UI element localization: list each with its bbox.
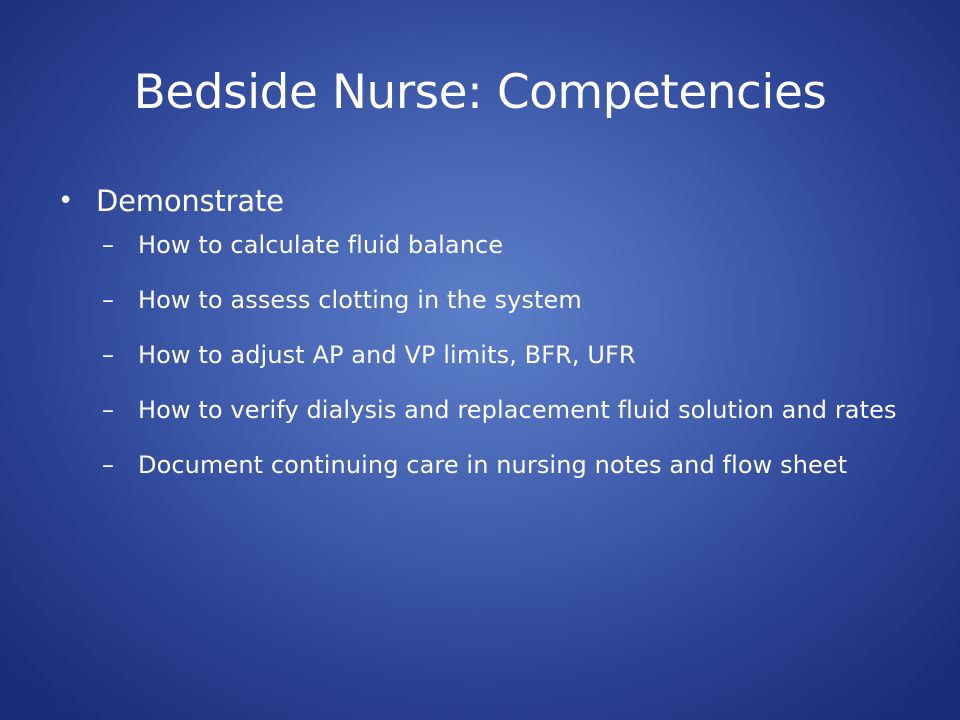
dash-icon: –	[102, 396, 115, 424]
dash-icon: –	[102, 341, 115, 369]
sub-bullet-item	[58, 340, 898, 370]
slide-body	[58, 176, 898, 505]
sub-bullet-item	[58, 450, 898, 480]
bullet-text: Demonstrate	[96, 184, 284, 218]
sub-bullet-text: Document continuing care in nursing notes and flow sheet	[138, 451, 848, 479]
bullet-demonstrate	[58, 176, 898, 226]
dash-icon: –	[102, 451, 115, 479]
dash-icon: –	[102, 231, 115, 259]
bullet-dot-icon: •	[58, 186, 74, 216]
dash-icon: –	[102, 286, 115, 314]
sub-bullet-text: How to adjust AP and VP limits, BFR, UFR	[138, 341, 636, 369]
sub-bullet-item	[58, 230, 898, 260]
slide-title: Bedside Nurse: Competencies	[133, 65, 827, 120]
sub-bullet-item	[58, 285, 898, 315]
sub-bullet-text: How to calculate fluid balance	[138, 231, 504, 259]
sub-bullet-text: How to assess clotting in the system	[138, 286, 582, 314]
sub-bullet-text: How to verify dialysis and replacement fluid solution and rates	[138, 396, 897, 424]
sub-bullet-item	[58, 395, 898, 425]
sub-bullet-list	[58, 230, 898, 480]
